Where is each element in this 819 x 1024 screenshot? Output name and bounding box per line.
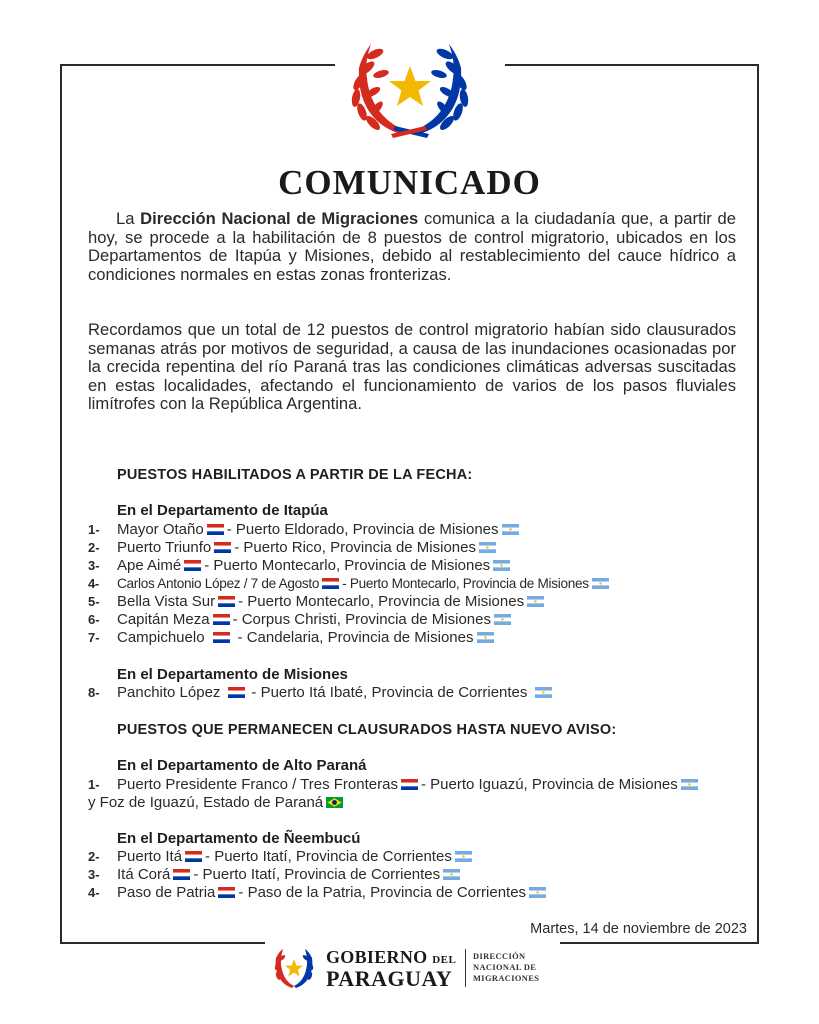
list-item: 2- Puerto Triunfo - Puerto Rico, Provincia de Misiones <box>88 539 499 557</box>
paraguay-flag-icon <box>213 614 230 625</box>
intro-paragraph: La Dirección Nacional de Migraciones comunica a la ciudadanía que, a partir de hoy, se procede a la habilitación de 8 puestos de control migratorio, ubicados en los Departamentos de Itapúa y Misiones, debido al restablecimiento del cauce hídrico a condiciones normales en estas zonas fronterizas. <box>88 209 736 284</box>
argentina-flag-icon <box>494 614 511 625</box>
dept-alto-parana-heading: En el Departamento de Alto Paraná <box>117 757 367 774</box>
paraguay-flag-icon <box>322 578 339 589</box>
list-item: 1- Puerto Presidente Franco / Tres Fronteras - Puerto Iguazú, Provincia de Misiones <box>88 776 701 794</box>
paraguay-flag-icon <box>218 887 235 898</box>
list-item-continuation: y Foz de Iguazú, Estado de Paraná <box>88 794 346 811</box>
frame-line-top-left <box>60 64 335 66</box>
list-item: 7- Campichuelo - Candelaria, Provincia de Misiones <box>88 629 497 647</box>
paraguay-flag-icon <box>228 687 245 698</box>
frame-line-bottom-left <box>60 942 265 944</box>
argentina-flag-icon <box>455 851 472 862</box>
list-item: 3- Itá Corá - Puerto Itatí, Provincia de Corrientes <box>88 866 463 884</box>
paraguay-flag-icon <box>401 779 418 790</box>
list-item: 3- Ape Aimé - Puerto Montecarlo, Provincia de Misiones <box>88 557 513 575</box>
list-item: 1- Mayor Otaño - Puerto Eldorado, Provincia de Misiones <box>88 521 522 539</box>
argentina-flag-icon <box>535 687 552 698</box>
dept-itapua-heading: En el Departamento de Itapúa <box>117 502 328 519</box>
footer-paraguay-text: PARAGUAY <box>326 966 453 991</box>
government-emblem-icon <box>272 946 316 990</box>
paraguay-flag-icon <box>218 596 235 607</box>
list-item: 8- Panchito López - Puerto Itá Ibaté, Provincia de Corrientes <box>88 684 555 702</box>
page-title: COMUNICADO <box>278 163 541 202</box>
laurel-star-seal-icon <box>345 30 475 142</box>
argentina-flag-icon <box>443 869 460 880</box>
enabled-posts-heading: PUESTOS HABILITADOS A PARTIR DE LA FECHA: <box>117 467 473 483</box>
paraguay-flag-icon <box>184 560 201 571</box>
organization-name: Dirección Nacional de Migraciones <box>140 209 419 228</box>
brazil-flag-icon <box>326 797 343 808</box>
paraguay-flag-icon <box>185 851 202 862</box>
list-item: 4- Carlos Antonio López / 7 de Agosto - Puerto Montecarlo, Provincia de Misiones <box>88 575 612 593</box>
dept-neembucu-heading: En el Departamento de Ñeembucú <box>117 830 361 847</box>
list-item: 4- Paso de Patria - Paso de la Patria, Provincia de Corrientes <box>88 884 549 902</box>
paraguay-flag-icon <box>213 632 230 643</box>
argentina-flag-icon <box>502 524 519 535</box>
footer-gobierno-text: GOBIERNO DEL <box>326 947 457 967</box>
frame-line-bottom-right <box>560 942 759 944</box>
list-item: 6- Capitán Meza - Corpus Christi, Provincia de Misiones <box>88 611 514 629</box>
footer-divider <box>465 949 466 987</box>
argentina-flag-icon <box>493 560 510 571</box>
list-item: 2- Puerto Itá - Puerto Itatí, Provincia de Corrientes <box>88 848 475 866</box>
argentina-flag-icon <box>479 542 496 553</box>
paraguay-flag-icon <box>173 869 190 880</box>
argentina-flag-icon <box>527 596 544 607</box>
paraguay-flag-icon <box>214 542 231 553</box>
footer-agency-name: DIRECCIÓN NACIONAL DE MIGRACIONES <box>473 952 540 983</box>
closed-posts-heading: PUESTOS QUE PERMANECEN CLAUSURADOS HASTA NUEVO AVISO: <box>117 722 617 738</box>
argentina-flag-icon <box>592 578 609 589</box>
paraguay-flag-icon <box>207 524 224 535</box>
frame-line-top-right <box>505 64 759 66</box>
dept-misiones-heading: En el Departamento de Misiones <box>117 666 348 683</box>
context-paragraph: Recordamos que un total de 12 puestos de control migratorio habían sido clausurados semanas atrás por motivos de seguridad, a causa de las inundaciones ocasionadas por la crecida repentina del río Paraná tras las condiciones climáticas adversas suscitadas en estas localidades, afectando el funcionamiento de varios de los pasos fluviales limítrofes con la República Argentina. <box>88 320 736 414</box>
argentina-flag-icon <box>529 887 546 898</box>
issue-date: Martes, 14 de noviembre de 2023 <box>530 921 747 937</box>
argentina-flag-icon <box>681 779 698 790</box>
footer-logo <box>272 946 562 992</box>
argentina-flag-icon <box>477 632 494 643</box>
list-item: 5- Bella Vista Sur - Puerto Montecarlo, Provincia de Misiones <box>88 593 547 611</box>
